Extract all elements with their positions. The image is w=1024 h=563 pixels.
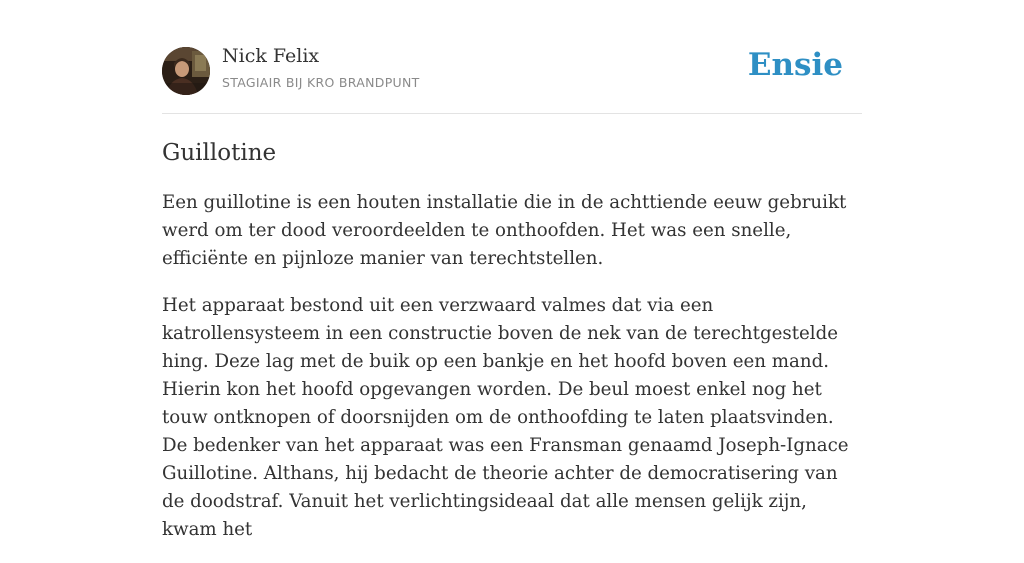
article-body [162, 189, 862, 544]
article-title: Guillotine [162, 140, 277, 166]
article-paragraph: Een guillotine is een houten installatie die in de achttiende eeuw gebruikt werd om ter dood veroordeelden te onthoofden. Het was een snelle, efficiënte en pijnloze manier van terechtstellen. [162, 192, 847, 269]
article-page [162, 0, 862, 563]
article-paragraph: Het apparaat bestond uit een verzwaard valmes dat via een katrollensysteem in een constructie boven de nek van de terechtgestelde hing. Deze lag met de buik op een bankje en het hoofd boven een mand. Hierin kon het hoofd opgevangen worden. De beul moest enkel nog het touw ontknopen of doorsnijden om de onthoofding te laten plaatsvinden. [162, 295, 838, 428]
author-header [162, 0, 862, 114]
author-role: STAGIAIR BIJ KRO BRANDPUNT [222, 75, 420, 90]
article-paragraph: De bedenker van het apparaat was een Fransman genaamd Joseph-Ignace Guillotine. Althans, hij bedacht de theorie achter de democratisering van de doodstraf. Vanuit het verlichtingsideaal dat alle mensen gelijk zijn, kwam het [162, 435, 849, 540]
avatar-photo-icon [162, 47, 210, 95]
author-name[interactable]: Nick Felix [222, 45, 320, 67]
ensie-logo[interactable]: Ensie [747, 47, 843, 83]
avatar[interactable] [162, 47, 210, 95]
